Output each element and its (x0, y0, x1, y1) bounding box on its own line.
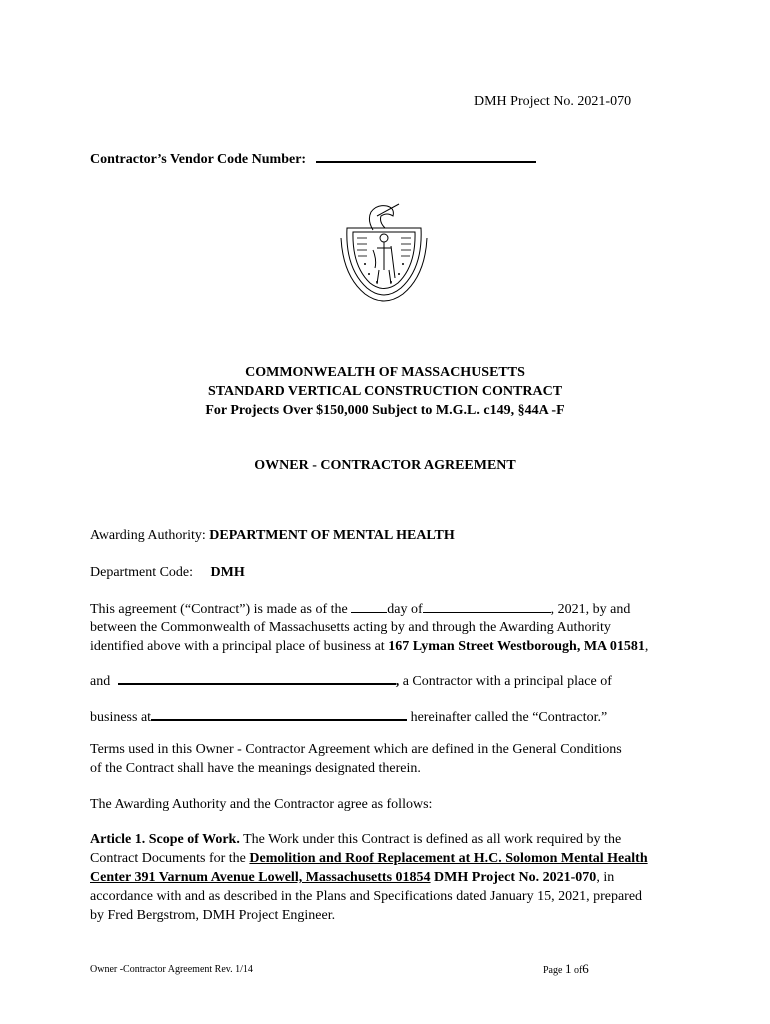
contractor-principal-text: a Contractor with a principal place of (399, 674, 612, 689)
department-code-label: Department Code: (90, 565, 194, 580)
agreement-intro-line1 (90, 599, 710, 619)
contractor-comma: , (395, 674, 400, 689)
project-name-part2: Center 391 Varnum Avenue Lowell, Massachusetts 01854 (90, 870, 431, 885)
awarding-authority-label: Awarding Authority: (90, 528, 206, 543)
page-label: Page (543, 965, 563, 976)
project-number: DMH Project No. 2021-070 (474, 94, 632, 109)
project-number-ref: DMH Project No. 2021-070 (430, 870, 597, 885)
hereinafter-text: hereinafter called the “Contractor.” (407, 710, 608, 725)
intro-business-text: identified above with a principal place of business at (90, 639, 385, 654)
business-at-label: business at (90, 710, 152, 725)
article1-text2: Contract Documents for the (90, 851, 250, 866)
department-code-line (90, 563, 245, 582)
contractor-address-field[interactable] (151, 706, 407, 721)
page-total: 6 (582, 961, 589, 976)
contractor-business-line (90, 706, 607, 727)
article1-line3 (90, 868, 614, 887)
page-current: 1 (564, 961, 572, 976)
intro-end-comma: , (644, 639, 649, 654)
footer-revision: Owner -Contractor Agreement Rev. 1/14 (90, 964, 253, 975)
and-label: and (90, 674, 111, 689)
department-code-value: DMH (210, 565, 245, 580)
terms-line2: of the Contract shall have the meanings designated therein. (90, 761, 421, 776)
agreement-intro-line3 (90, 637, 648, 656)
project-name-part1: Demolition and Roof Replacement at H.C. Solomon Mental Health (249, 851, 648, 866)
vendor-code-label: Contractor’s Vendor Code Number: (90, 152, 307, 167)
month-field[interactable] (423, 599, 551, 613)
article1-line1 (90, 830, 621, 849)
article1-heading: Article 1. Scope of Work. (90, 832, 240, 847)
massachusetts-seal-icon (337, 198, 431, 306)
agree-statement: The Awarding Authority and the Contractor agree as follows: (90, 797, 433, 812)
of-label: of (573, 965, 583, 976)
awarding-authority-line (90, 526, 455, 545)
vendor-code-line (90, 148, 536, 169)
agreement-intro-line2: between the Commonwealth of Massachusetts acting by and through the Awarding Authority (90, 620, 611, 635)
title-commonwealth: COMMONWEALTH OF MASSACHUSETTS (245, 365, 525, 380)
vendor-code-field[interactable] (316, 148, 536, 163)
footer-page-number (543, 961, 589, 977)
intro-day-of: day of (387, 602, 423, 617)
article1-text3: , in (596, 870, 615, 885)
awarding-authority-address: 167 Lyman Street Westborough, MA 01581 (388, 639, 645, 654)
terms-line1: Terms used in this Owner - Contractor Agreement which are defined in the General Conditions (90, 742, 622, 757)
title-projects-over: For Projects Over $150,000 Subject to M.G.L. c149, §44A -F (205, 403, 565, 418)
article1-line4: accordance with and as described in the Plans and Specifications dated January 15, 2021, prepared (90, 889, 643, 904)
intro-text-start: This agreement (“Contract”) is made as of the (90, 602, 348, 617)
day-field[interactable] (351, 599, 387, 613)
title-contract-type: STANDARD VERTICAL CONSTRUCTION CONTRACT (207, 384, 563, 399)
intro-year: , 2021, by and (550, 602, 631, 617)
agreement-heading: OWNER - CONTRACTOR AGREEMENT (254, 458, 516, 473)
article1-line5: by Fred Bergstrom, DMH Project Engineer. (90, 908, 336, 923)
awarding-authority-value: DEPARTMENT OF MENTAL HEALTH (209, 528, 455, 543)
contractor-name-field[interactable] (118, 670, 396, 685)
article1-text1: The Work under this Contract is defined as all work required by the (239, 832, 622, 847)
article1-line2 (90, 849, 648, 868)
contractor-name-line (90, 670, 612, 691)
